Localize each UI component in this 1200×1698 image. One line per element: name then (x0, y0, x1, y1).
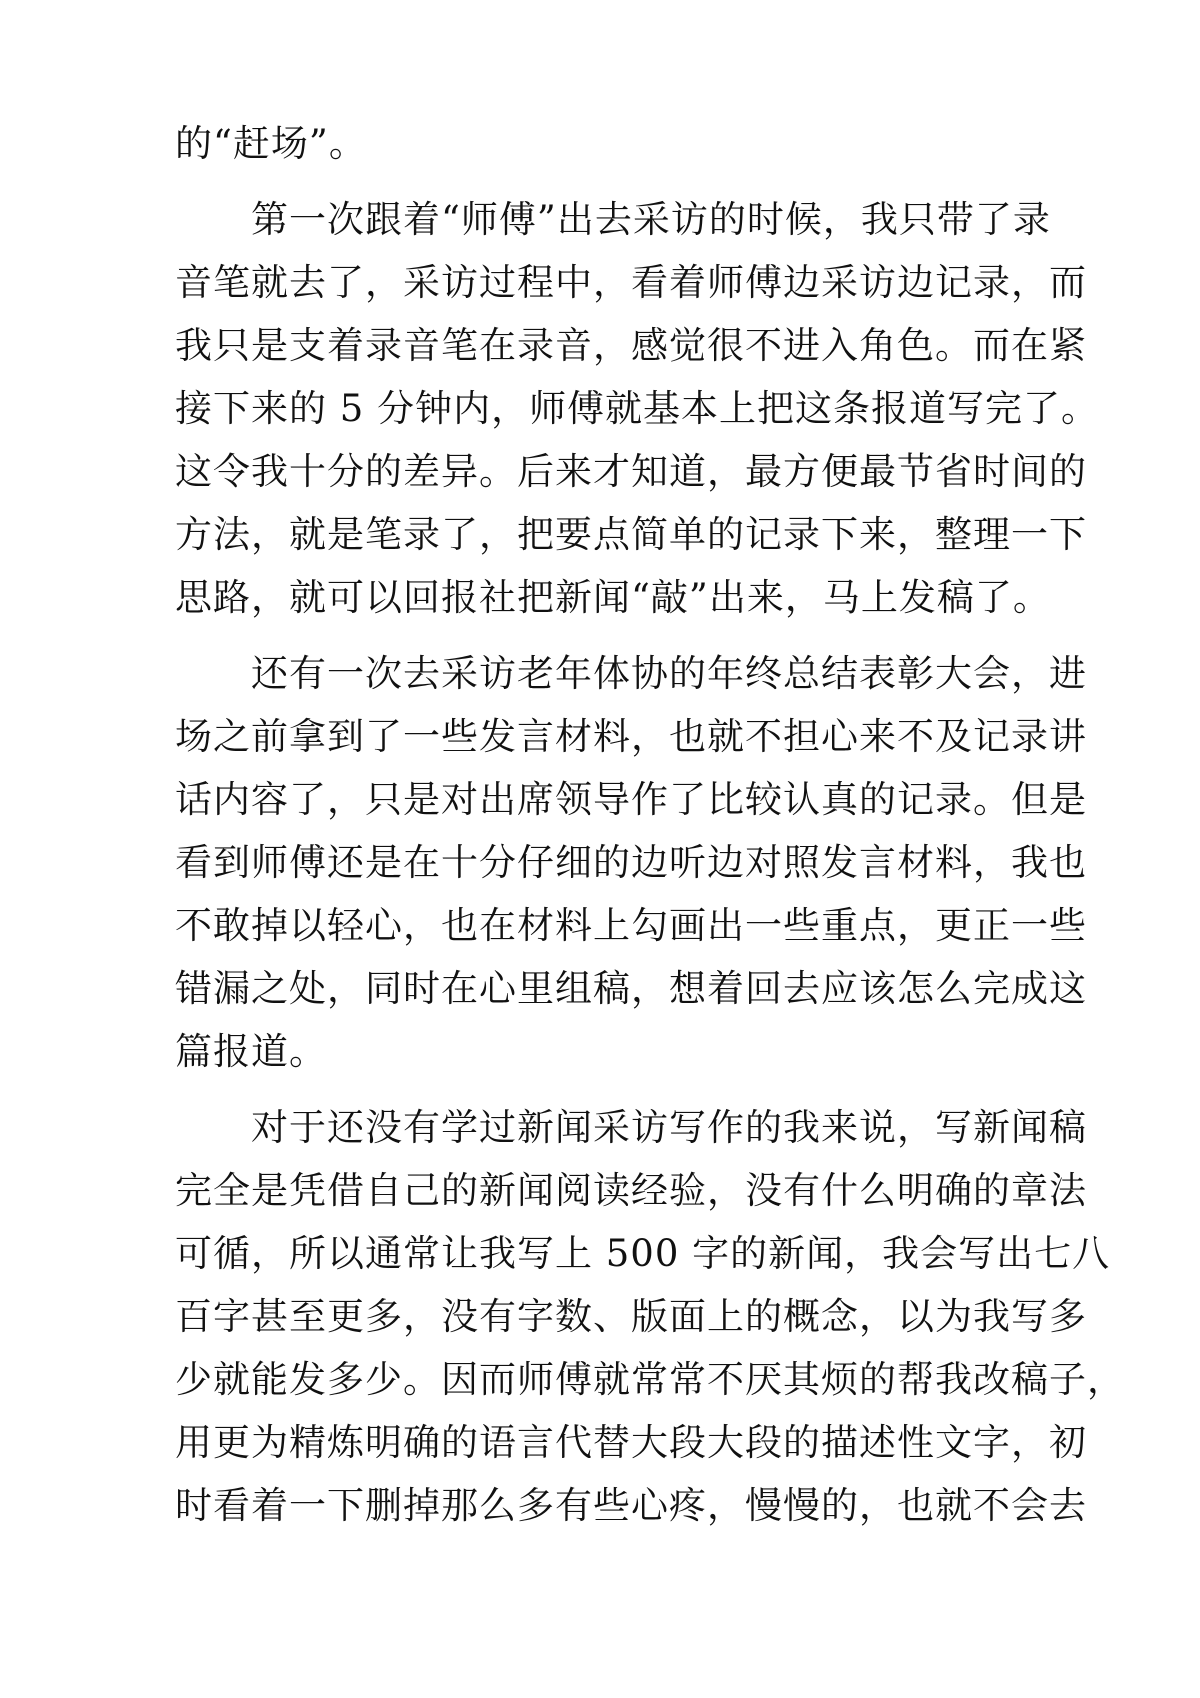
text-line: 少就能发多少。因而师傅就常常不厌其烦的帮我改稿子， (175, 1358, 1125, 1401)
text-line: 场之前拿到了一些发言材料，也就不担心来不及记录讲 (175, 715, 1087, 758)
text-line: 思路，就可以回报社把新闻“敲”出来，马上发稿了。 (175, 576, 1051, 619)
text-line: 这令我十分的差异。后来才知道，最方便最节省时间的 (175, 450, 1087, 493)
text-line: 看到师傅还是在十分仔细的边听边对照发言材料，我也 (175, 841, 1087, 884)
text-line: 可循，所以通常让我写上 500 字的新闻，我会写出七八 (175, 1232, 1111, 1275)
text-line: 对于还没有学过新闻采访写作的我来说，写新闻稿 (251, 1106, 1087, 1149)
paragraph-continuation (175, 112, 1035, 175)
text-line: 的“赶场”。 (175, 122, 367, 165)
text-line: 话内容了，只是对出席领导作了比较认真的记录。但是 (175, 778, 1087, 821)
paragraph-writing-news (175, 1096, 1125, 1537)
text-line: 我只是支着录音笔在录音，感觉很不进入角色。而在紧 (175, 324, 1087, 367)
text-line: 时看着一下删掉那么多有些心疼，慢慢的，也就不会去 (175, 1484, 1087, 1527)
text-line: 还有一次去采访老年体协的年终总结表彰大会，进 (251, 652, 1087, 695)
text-line: 篇报道。 (175, 1030, 327, 1073)
text-line: 第一次跟着“师傅”出去采访的时候，我只带了录 (251, 198, 1051, 241)
paragraph-first-interview (175, 188, 1100, 629)
text-line: 错漏之处，同时在心里组稿，想着回去应该怎么完成这 (175, 967, 1087, 1010)
paragraph-annual-meeting (175, 642, 1087, 1083)
text-line: 接下来的 5 分钟内，师傅就基本上把这条报道写完了。 (175, 387, 1100, 430)
text-line: 用更为精炼明确的语言代替大段大段的描述性文字，初 (175, 1421, 1087, 1464)
document-body (175, 112, 1125, 1537)
text-line: 方法，就是笔录了，把要点简单的记录下来，整理一下 (175, 513, 1087, 556)
text-line: 不敢掉以轻心，也在材料上勾画出一些重点，更正一些 (175, 904, 1087, 947)
text-line: 完全是凭借自己的新闻阅读经验，没有什么明确的章法 (175, 1169, 1087, 1212)
text-line: 音笔就去了，采访过程中，看着师傅边采访边记录，而 (175, 261, 1087, 304)
text-line: 百字甚至更多，没有字数、版面上的概念，以为我写多 (175, 1295, 1087, 1338)
